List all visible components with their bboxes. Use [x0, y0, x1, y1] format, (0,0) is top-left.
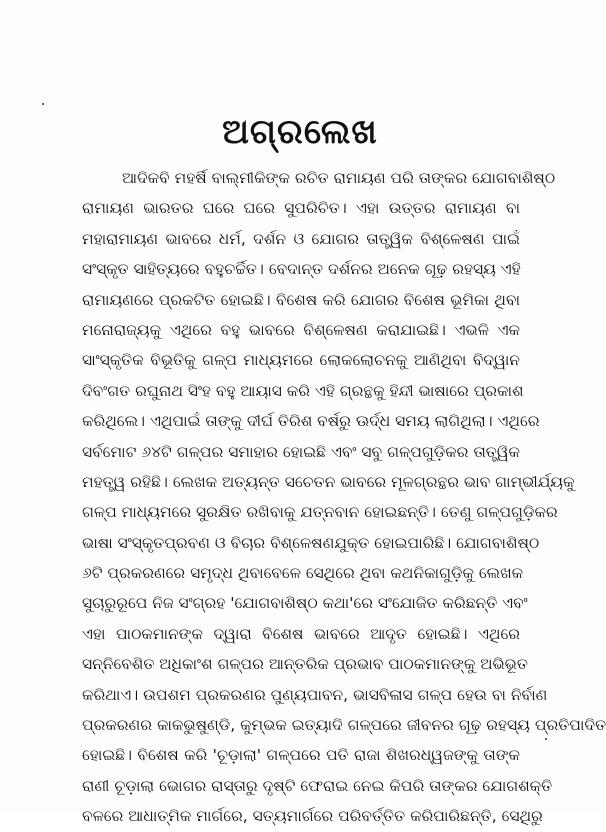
scan-speck [545, 738, 547, 740]
text-line: ମହାରାମାୟଣ ଭାବରେ ଧର୍ମ, ଦର୍ଶନ ଓ ଯୋଗର ତାତ୍ତ୍ୱିକ ବିଶ୍ଳେଷଣ ପାଇଁ [82, 229, 520, 248]
text-line: ୬ଟି ପ୍ରକରଣରେ ସମୃଦ୍ଧ ଥିବାବେଳେ ସେଥିରେ ଥିବା କଥନିକାଗୁଡ଼ିକୁ ଲେଖକ [82, 564, 524, 583]
text-line: ସଂସ୍କୃତ ସାହିତ୍ୟରେ ବହୁଚର୍ଚ୍ଚିତ। ବେଦାନ୍ତ ଦର୍ଶନର ଅନେକ ଗୂଢ଼ ରହସ୍ୟ ଏହି [82, 260, 521, 279]
text-line: ସାଂସ୍କୃତିକ ବିଭୂତିକୁ ଗଳ୍ପ ମାଧ୍ୟମରେ ଲୋକଲୋଚନକୁ ଆଣିଥିବା ବିଦ୍ୱାନ [82, 351, 520, 370]
body-text [82, 163, 606, 832]
text-line: ରାଣୀ ଚୂଡ଼ାଲା ଭୋଗର ରାସ୍ତାରୁ ଦୃଷ୍ଟି ଫେରାଇ ନେଇ କିପରି ତାଙ୍କର ଯୋଗଶକ୍ତି [82, 776, 553, 795]
text-line: ମନୋରାଜ୍ୟକୁ ଏଥିରେ ବହୁ ଭାବରେ ବିଶ୍ଳେଷଣ କରାଯାଇଛି। ଏଭଳି ଏକ [82, 320, 520, 339]
scan-speck [42, 103, 44, 105]
text-line: ହୋଇଛି। ବିଶେଷ କରି 'ଚୂଡ଼ାଲା' ଗଳ୍ପରେ ପତି ରାଜା ଶିଖରଧ୍ୱଜଙ୍କୁ ତାଙ୍କ [82, 746, 520, 765]
text-line: ସୁଚାରୁରୂପେ ନିଜ ସଂଗ୍ରହ 'ଯୋଗବାଶିଷ୍ଠ କଥା'ରେ ସଂଯୋଜିତ କରିଛନ୍ତି ଏବଂ [82, 594, 528, 613]
text-line: ମହତ୍ତ୍ୱ ରହିଛି। ଲେଖକ ଅତ୍ୟନ୍ତ ସଚେତନ ଭାବରେ ମୂଳଗ୍ରନ୍ଥର ଭାବ ଗାମ୍ଭୀର୍ଯ୍ୟକୁ [82, 472, 575, 491]
text-line: ସର୍ବମୋଟ ୬୪ଟି ଗଳ୍ପର ସମାହାର ହୋଇଛି ଏବଂ ସବୁ ଗଳ୍ପଗୁଡ଼ିକର ତାତ୍ତ୍ୱିକ [82, 442, 520, 461]
text-line: ସନ୍ନିବେଶିତ ଅଧିକାଂଶ ଗଳ୍ପର ଆନ୍ତରିକ ପ୍ରଭାବ ପାଠକମାନଙ୍କୁ ଅଭିଭୂତ [82, 655, 528, 674]
page-title: ଅଗ୍ରଲେଖ [222, 112, 378, 152]
text-line: କରିଥାଏ। ଉପଶମ ପ୍ରକରଣର ପୁଣ୍ୟପାବନ, ଭାସବିଳାସ ଗଳ୍ପ ହେଉ ବା ନିର୍ବାଣ [82, 685, 548, 704]
text-line: ରାମାୟଣ ଭାରତର ଘରେ ଘରେ ସୁପରିଚିତ। ଏହା ଉତ୍ତର ରାମାୟଣ ବା [82, 199, 520, 218]
text-line: ଗଳ୍ପ ମାଧ୍ୟମରେ ସୁରକ୍ଷିତ ରଖିବାକୁ ଯତ୍ନବାନ ହୋଇଛନ୍ତି। ତେଣୁ ଗଳ୍ପଗୁଡ଼ିକର [82, 503, 558, 522]
text-line: ରାମାୟଣରେ ପ୍ରକଟିତ ହୋଇଛି। ବିଶେଷ କରି ଯୋଗର ବିଶେଷ ଭୂମିକା ଥିବା [82, 290, 520, 309]
text-line: ପ୍ରକରଣର କାକଭୁଷୁଣ୍ଡି, କୁମ୍ଭକ ଇତ୍ୟାଦି ଗଳ୍ପରେ ଜୀବନର ଗୂଢ଼ ରହସ୍ୟ ପ୍ରତିପାଦିତ [82, 716, 606, 735]
text-line: ଆଦିକବି ମହର୍ଷି ବାଲ୍ମୀକିଙ୍କ ରଚିତ ରାମାୟଣ ପରି ତାଙ୍କର ଯୋଗବାଶିଷ୍ଠ [122, 169, 556, 187]
text-line: କରିଥିଲେ। ଏଥିପାଇଁ ତାଙ୍କୁ ଦୀର୍ଘ ତିରିଶ ବର୍ଷରୁ ଊର୍ଦ୍ଧ ସମୟ ଲାଗିଥିଲା। ଏଥିରେ [82, 412, 540, 431]
text-line: ଦିବଂଗତ ରଘୁନାଥ ସିଂହ ବହୁ ଆୟାସ କରି ଏହି ଗ୍ରନ୍ଥକୁ ହିନ୍ଦୀ ଭାଷାରେ ପ୍ରକାଶ [82, 381, 524, 400]
text-line: ବଳରେ ଆଧାତ୍ମିକ ମାର୍ଗରେ, ସତ୍ୟମାର୍ଗରେ ପରିବର୍ତ୍ତିତ କରିପାରିଛନ୍ତି, ସେଥିରୁ [82, 807, 543, 826]
text-line: ଭାଷା ସଂସ୍କୃତପ୍ରବଣ ଓ ବିଚାର ବିଶ୍ଳେଷଣଯୁକ୍ତ ହୋଇପାରିଛି। ଯୋଗବାଶିଷ୍ଠ [82, 533, 540, 552]
text-line: ଏହା ପାଠକମାନଙ୍କ ଦ୍ୱାରା ବିଶେଷ ଭାବରେ ଆଦୃତ ହୋଇଛି। ଏଥିରେ [82, 624, 520, 643]
